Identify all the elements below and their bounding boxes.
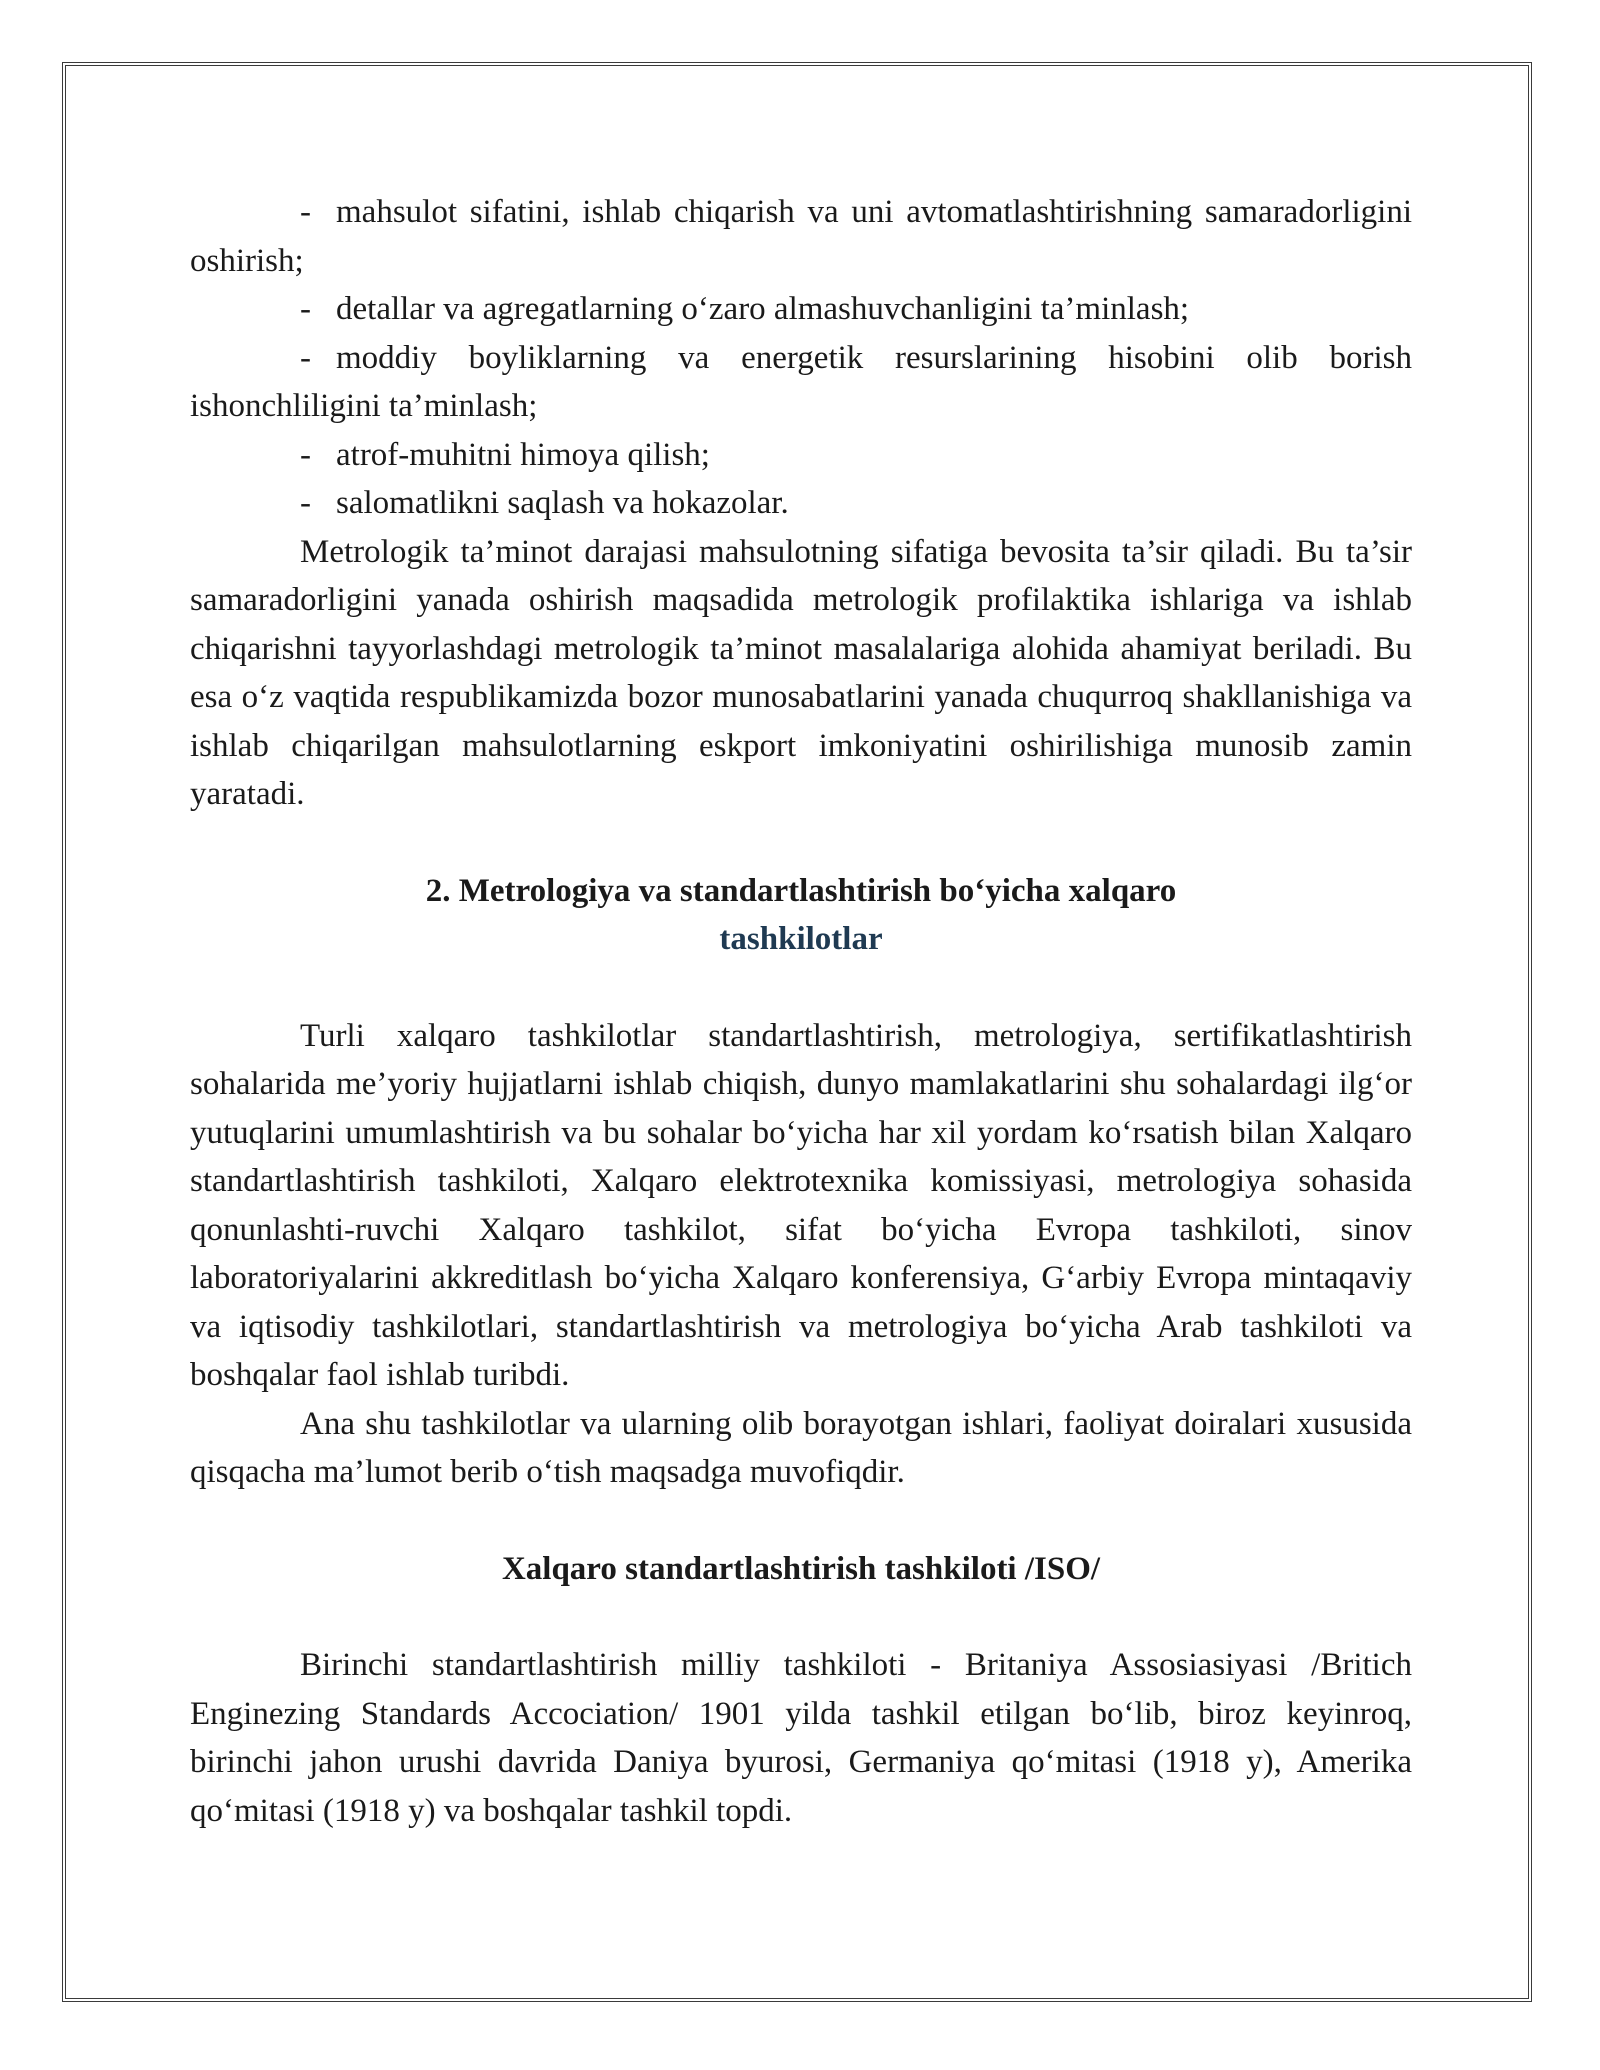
bullet-marker: - xyxy=(300,291,311,327)
paragraph-international-organizations: Turli xalqaro tashkilotlar standartlashtirish, metrologiya, sertifikatlashtirish sohalarida me’yoriy hujjatlarni ishlab chiqish, dunyo mamlakatlarini shu sohalardagi ilg‘or yutuqlarini umumlashtirish va bu sohalar bo‘yicha har xil yordam ko‘rsatish bilan Xalqaro standartlashtirish tashkiloti, Xalqaro elektrotexnika komissiyasi, metrologiya sohasida qonunlashti-ruvchi Xalqaro tashkilot, sifat bo‘yicha Evropa tashkiloti, sinov laboratoriyalarini akkreditlash bo‘yicha Xalqaro konferensiya, G‘arbiy Evropa mintaqaviy va iqtisodiy tashkilotlari, standartlashtirish va metrologiya bo‘yicha Arab tashkiloti va boshqalar faol ishlab turibdi. xyxy=(190,1017,1412,1393)
subheading-iso: Xalqaro standartlashtirish tashkiloti /ISO/ xyxy=(501,1550,1101,1587)
bullet-marker: - xyxy=(300,194,311,230)
list-item xyxy=(190,479,1412,528)
section-heading-line1: 2. Metrologiya va standartlashtirish bo‘yicha xalqaro xyxy=(425,872,1177,909)
spacer xyxy=(190,1593,1412,1641)
bullet-marker: - xyxy=(300,485,311,521)
paragraph-metrological-support: Metrologik ta’minot darajasi mahsulotning sifatiga bevosita ta’sir qiladi. Bu ta’sir samaradorligini yanada oshirish maqsadida metrologik profilaktika ishlariga va ishlab chiqarishni tayyorlashdagi metrologik ta’minot masalalariga alohida ahamiyat beriladi. Bu esa o‘z vaqtida respublikamizda bozor munosabatlarini yanada chuqurroq shakllanishiga va ishlab chiqarilgan mahsulotlarning eskport imkoniyatini oshirilishiga munosib zamin yaratadi. xyxy=(190,533,1412,812)
bullet-text: salomatlikni saqlash va hokazolar. xyxy=(336,485,789,521)
bullet-text: detallar va agregatlarning o‘zaro almashuvchanligini ta’minlash; xyxy=(336,291,1190,327)
list-item xyxy=(190,188,1412,285)
paragraph-brief-info: Ana shu tashkilotlar va ularning olib borayotgan ishlari, faoliyat doiralari xususida qisqacha ma’lumot berib o‘tish maqsadga muvofiqdir. xyxy=(190,1405,1412,1490)
list-item xyxy=(190,285,1412,334)
bullet-text: mahsulot sifatini, ishlab chiqarish va uni avtomatlashtirishning samaradorligini oshirish; xyxy=(190,194,1412,279)
paragraph-history: Birinchi standartlashtirish milliy tashkiloti - Britaniya Assosiasiyasi /Britich Enginezing Standards Accociation/ 1901 yilda tashkil etilgan bo‘lib, biroz keyinroq, birinchi jahon urushi davrida Daniya byurosi, Germaniya qo‘mitasi (1918 y), Amerika qo‘mitasi (1918 y) va boshqalar tashkil topdi. xyxy=(190,1647,1412,1829)
bullet-text: atrof-muhitni himoya qilish; xyxy=(336,436,710,473)
bullet-marker: - xyxy=(300,339,311,376)
section-heading xyxy=(190,867,1412,964)
section-heading-line2: tashkilotlar xyxy=(719,921,883,957)
list-item xyxy=(190,431,1412,480)
spacer xyxy=(190,964,1412,1012)
document-body xyxy=(190,188,1412,1835)
bullet-marker: - xyxy=(300,436,311,473)
list-item xyxy=(190,334,1412,431)
spacer xyxy=(190,1497,1412,1545)
spacer xyxy=(190,819,1412,867)
bullet-text: moddiy boyliklarning va energetik resurslarining hisobini olib borish ishonchliligini ta’minlash; xyxy=(190,339,1412,424)
